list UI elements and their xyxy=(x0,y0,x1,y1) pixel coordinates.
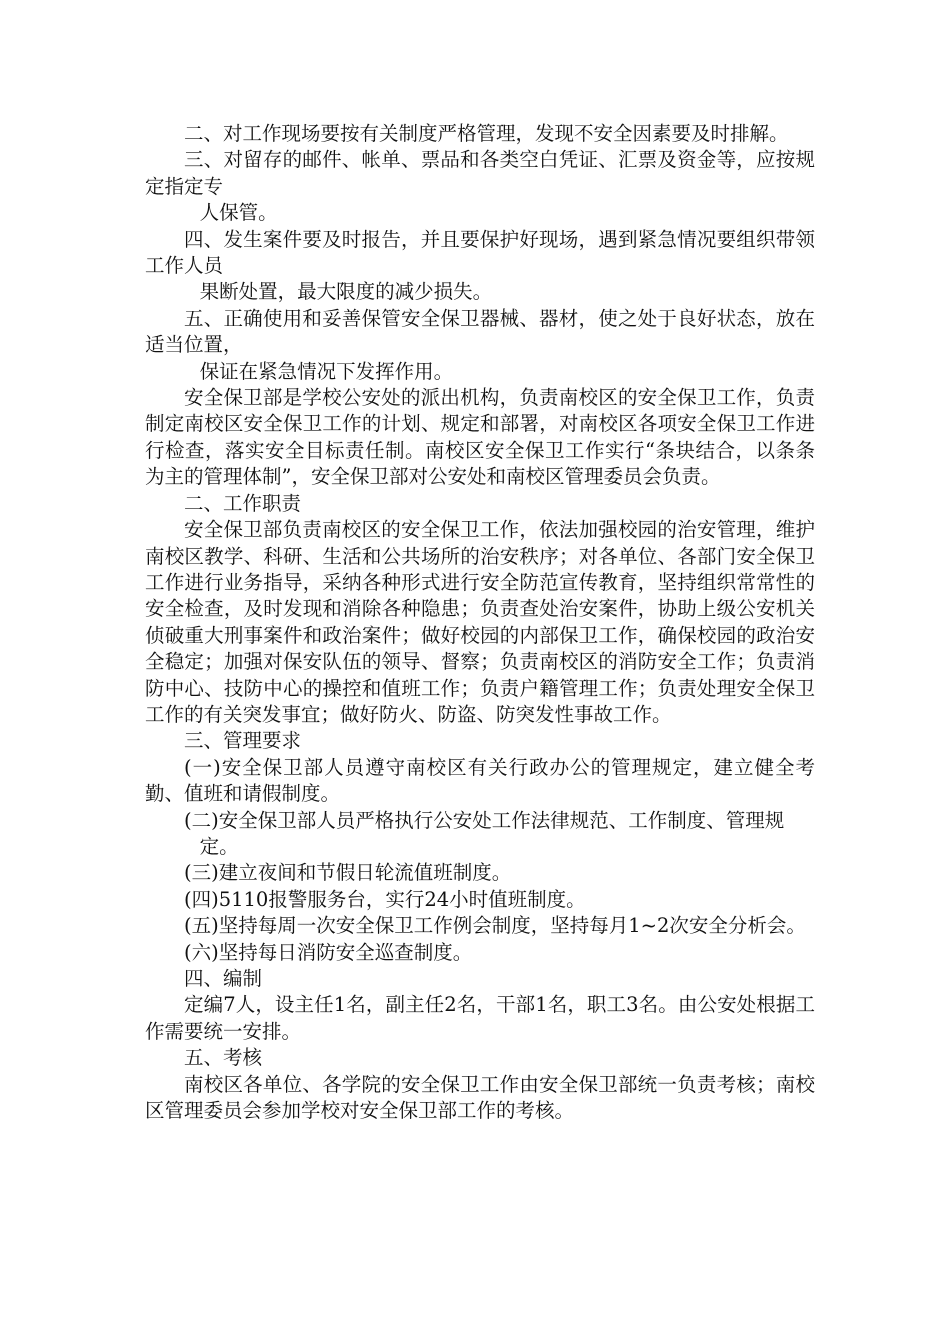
paragraph: 南校区各单位、各学院的安全保卫工作由安全保卫部统一负责考核；南校区管理委员会参加学校对安全保卫部工作的考核。 xyxy=(145,1072,815,1123)
section-heading: 三、管理要求 xyxy=(184,729,302,753)
section-heading: 五、考核 xyxy=(184,1046,263,1070)
paragraph-continuation: 保证在紧急情况下发挥作用。 xyxy=(199,359,454,383)
list-item: (五)坚持每周一次安全保卫工作例会制度，坚持每月1~2次安全分析会。 xyxy=(184,914,806,938)
paragraph: 四、发生案件要及时报告，并且要保护好现场，遇到紧急情况要组织带领工作人员 xyxy=(145,227,815,278)
paragraph-continuation: 定。 xyxy=(199,834,239,858)
paragraph: 定编7人，设主任1名，副主任2名，干部1名，职工3名。由公安处根据工作需要统一安排。 xyxy=(145,993,815,1043)
paragraph: 安全保卫部是学校公安处的派出机构，负责南校区的安全保卫工作，负责制定南校区安全保卫工作的计划、规定和部署，对南校区各项安全保卫工作进行检查，落实安全目标责任制。南校区安全保卫工作实行“条块结合，以条条为主的管理体制”，安全保卫部对公安处和南校区管理委员会负责。 xyxy=(145,386,815,489)
paragraph-continuation: 果断处置，最大限度的减少损失。 xyxy=(199,280,493,304)
paragraph: 二、对工作现场要按有关制度严格管理，发现不安全因素要及时排解。 xyxy=(184,122,789,145)
list-item: (一)安全保卫部人员遵守南校区有关行政办公的管理规定，建立健全考勤、值班和请假制度。 xyxy=(145,755,815,806)
list-item: (三)建立夜间和节假日轮流值班制度。 xyxy=(184,861,512,885)
paragraph: 三、对留存的邮件、帐单、票品和各类空白凭证、汇票及资金等，应按规定指定专 xyxy=(145,148,815,198)
section-heading: 四、编制 xyxy=(184,967,263,990)
list-item: (六)坚持每日消防安全巡查制度。 xyxy=(184,940,473,964)
paragraph: 安全保卫部负责南校区的安全保卫工作，依法加强校园的治安管理，维护南校区教学、科研、生活和公共场所的治安秩序；对各单位、各部门安全保卫工作进行业务指导，采纳各种形式进行安全防范宣传教育，坚持组织常常性的安全检查，及时发现和消除各种隐患；负责查处治安案件，协助上级公安机关侦破重大刑事案件和政治案件；做好校园的内部保卫工作，确保校园的政治安全稳定；加强对保安队伍的领导、督察；负责南校区的消防安全工作；负责消防中心、技防中心的操控和值班工作；负责户籍管理工作；负责处理安全保卫工作的有关突发事宜；做好防火、防盗、防突发性事故工作。 xyxy=(145,518,815,726)
list-item: (二)安全保卫部人员严格执行公安处工作法律规范、工作制度、管理规 xyxy=(184,808,785,832)
paragraph-continuation: 人保管。 xyxy=(199,201,278,225)
section-heading: 二、工作职责 xyxy=(184,491,302,515)
list-item: (四)5110报警服务台，实行24小时值班制度。 xyxy=(184,887,586,911)
paragraph: 五、正确使用和妥善保管安全保卫器械、器材，使之处于良好状态，放在适当位置， xyxy=(145,306,815,357)
document-body xyxy=(145,121,815,1124)
